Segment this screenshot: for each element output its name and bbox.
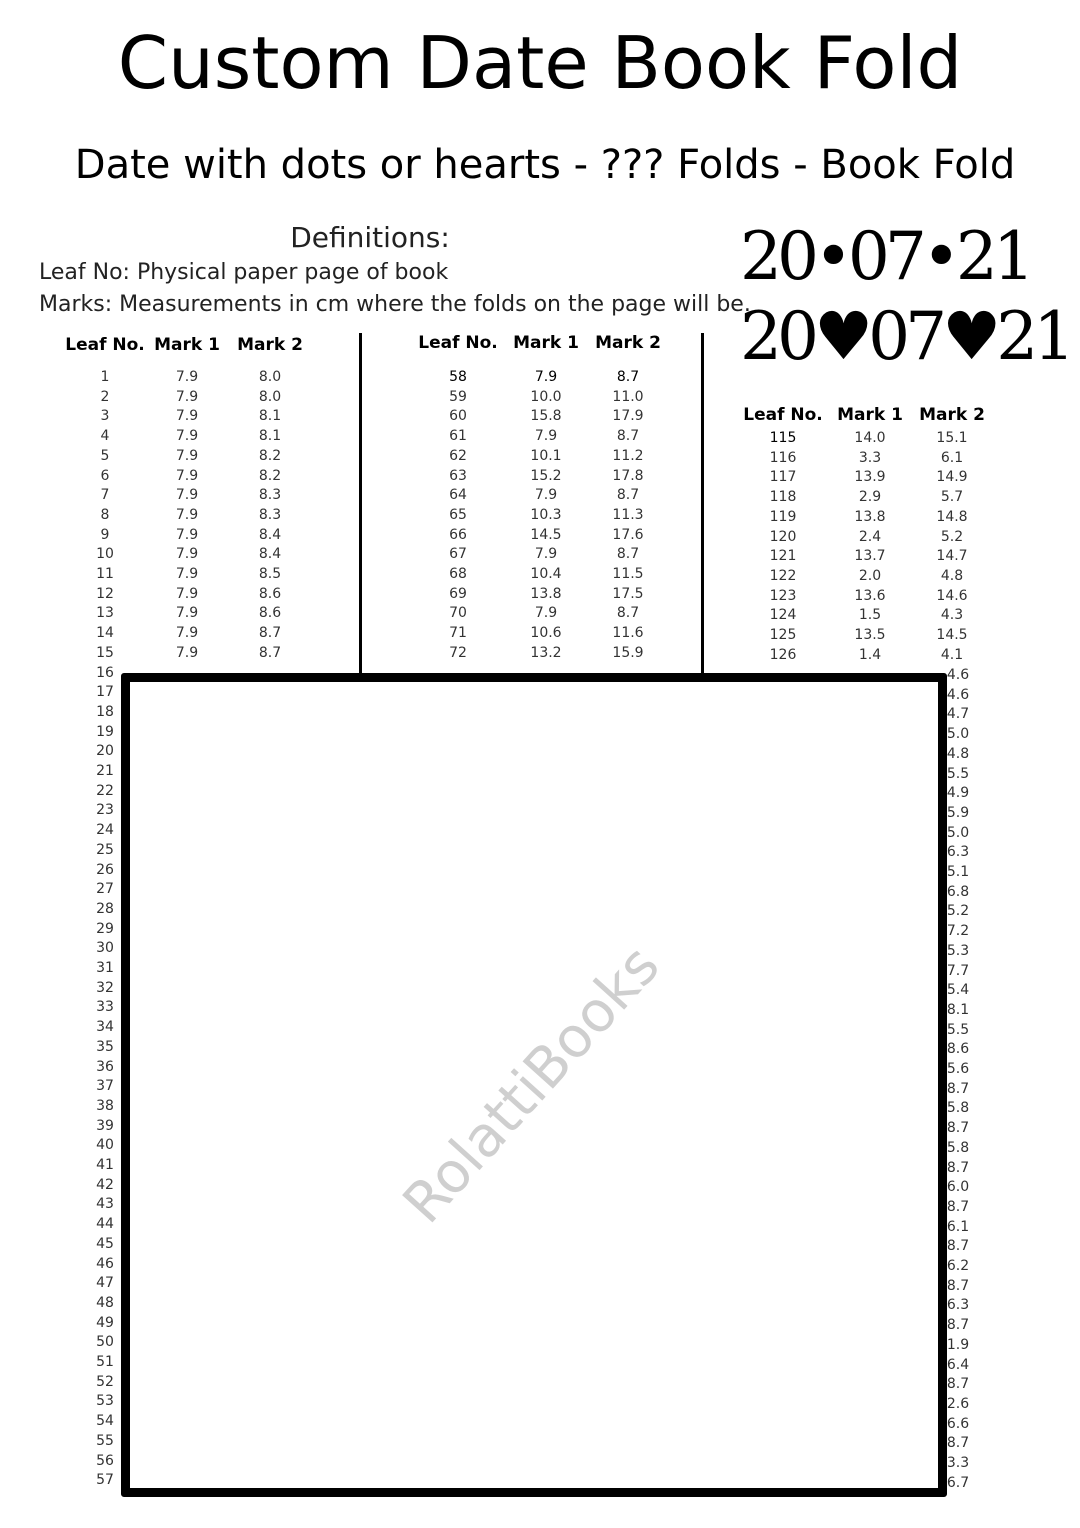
table1-cell: 8.0: [258, 369, 282, 385]
table3-cell: 13.8: [854, 508, 886, 525]
table1-cell: 12: [96, 585, 114, 602]
table3-cell: 115: [769, 430, 797, 446]
table2-cell: 8.7: [616, 487, 640, 504]
table3-partial-cell: 6.0: [946, 1179, 970, 1196]
table2-cell: 7.9: [534, 546, 558, 563]
table3-cell: 2.0: [858, 567, 882, 584]
table3-cell: 13.6: [854, 587, 886, 604]
table2-cell: 72: [449, 644, 467, 661]
table1-cell: 7.9: [175, 388, 199, 405]
table1-cell: 52: [96, 1373, 114, 1390]
table1-cell: 51: [96, 1354, 114, 1370]
table2-cell: 8.7: [616, 605, 640, 622]
table1-cell: 10: [96, 546, 114, 563]
table1-cell: 14: [96, 625, 114, 642]
table3-partial-cell: 4.6: [946, 686, 970, 703]
table3-cell: 14.6: [936, 587, 968, 604]
page-subtitle: Date with dots or hearts - ??? Folds - Book Fold: [74, 142, 1016, 188]
table2-cell: 10.3: [530, 506, 562, 523]
table1-cell: 4: [100, 428, 110, 445]
table2-cell: 10.0: [530, 388, 562, 405]
table1-cell: 7.9: [175, 408, 199, 425]
table3-partial-cell: 5.0: [946, 726, 970, 743]
table3-cell: 126: [769, 646, 797, 663]
table1-cell: 7.9: [175, 526, 199, 543]
definition-leaf: Leaf No: Physical paper page of book: [39, 260, 449, 285]
table1-cell: 6: [100, 467, 110, 484]
table2-cell: 59: [449, 388, 467, 405]
table2-cell: 11.0: [612, 388, 644, 405]
table1-cell: 46: [96, 1255, 114, 1272]
table3-partial-cell: 8.7: [946, 1080, 970, 1097]
table1-cell: 28: [96, 900, 114, 917]
table2-cell: 8.7: [616, 369, 640, 385]
date-sample-hearts: 20♥07♥21: [740, 298, 1071, 375]
table2-cell: 17.9: [612, 408, 644, 425]
table3-cell: 6.1: [940, 449, 964, 466]
table2-cell: 10.6: [530, 625, 562, 642]
table1-cell: 8.7: [258, 644, 282, 661]
table1-cell: 27: [96, 881, 114, 898]
definitions-heading: Definitions:: [290, 221, 450, 254]
table3-header-leaf: Leaf No.: [743, 405, 823, 425]
definition-marks: Marks: Measurements in cm where the folds on the page will be.: [39, 292, 751, 317]
table2-cell: 11.6: [612, 625, 644, 642]
table1-cell: 55: [96, 1432, 114, 1449]
table3-partial-cell: 8.7: [946, 1435, 970, 1452]
table1-cell: 7.9: [175, 605, 199, 622]
date-sample-dots: 20•07•21: [740, 218, 1030, 295]
table2-cell: 7.9: [534, 428, 558, 445]
table1-cell: 7.9: [175, 467, 199, 484]
table3-cell: 14.9: [936, 469, 968, 486]
table1-cell: 7.9: [175, 487, 199, 504]
table3-cell: 13.9: [854, 469, 886, 486]
table2-cell: 68: [449, 566, 467, 582]
table3-partial-cell: 1.9: [946, 1336, 970, 1353]
table3-partial-cell: 5.6: [946, 1061, 970, 1077]
table1-cell: 8.6: [258, 605, 282, 622]
table1-cell: 7.9: [175, 428, 199, 445]
table1-cell: 8.2: [258, 447, 282, 464]
table2-cell: 8.7: [616, 546, 640, 563]
table1-cell: 19: [96, 723, 114, 740]
table2-cell: 15.8: [530, 408, 562, 425]
table2-cell: 71: [449, 625, 467, 642]
table2-cell: 10.1: [530, 447, 562, 464]
table3-partial-cell: 7.2: [946, 923, 970, 940]
table3-partial-cell: 5.5: [946, 765, 970, 782]
table3-cell: 116: [769, 449, 797, 466]
table3-cell: 117: [769, 469, 797, 486]
table1-cell: 3: [100, 408, 110, 425]
table1-cell: 30: [96, 940, 114, 957]
table1-cell: 38: [96, 1097, 114, 1114]
table1-header-mark1: Mark 1: [154, 335, 220, 355]
table3-partial-cell: 2.6: [946, 1395, 970, 1412]
table3-cell: 3.3: [858, 449, 882, 466]
table1-cell: 23: [96, 802, 114, 819]
table1-cell: 33: [96, 999, 114, 1016]
table2-cell: 7.9: [534, 605, 558, 622]
table3-cell: 13.5: [854, 627, 886, 643]
table1-cell: 7.9: [175, 644, 199, 661]
table1-cell: 47: [96, 1275, 114, 1292]
table1-cell: 22: [96, 782, 114, 799]
table3-partial-cell: 8.1: [946, 1001, 970, 1018]
table2-cell: 10.4: [530, 566, 562, 582]
table2-cell: 60: [449, 408, 467, 425]
table3-cell: 2.9: [858, 489, 882, 506]
table3-partial-cell: 5.8: [946, 1100, 970, 1117]
table2-cell: 69: [449, 585, 467, 602]
table3-cell: 2.4: [858, 528, 882, 545]
table2-cell: 61: [449, 428, 467, 445]
table1-cell: 35: [96, 1038, 114, 1055]
table2-cell: 66: [449, 526, 467, 543]
table2-cell: 70: [449, 605, 467, 622]
table3-partial-cell: 5.4: [946, 982, 970, 999]
table2-cell: 11.3: [612, 506, 644, 523]
table1-cell: 16: [96, 664, 114, 681]
table3-partial-cell: 6.7: [946, 1474, 970, 1491]
table1-cell: 40: [96, 1137, 114, 1154]
table3-cell: 124: [769, 607, 797, 624]
table1-cell: 7: [100, 487, 110, 504]
table1-cell: 7.9: [175, 369, 199, 385]
table1-cell: 37: [96, 1078, 114, 1095]
table3-partial-cell: 5.2: [946, 903, 970, 920]
table3-partial-cell: 4.6: [946, 667, 970, 683]
table2-cell: 14.5: [530, 526, 562, 543]
table2-cell: 13.8: [530, 585, 562, 602]
table2-cell: 11.2: [612, 447, 644, 464]
table2-cell: 63: [449, 467, 467, 484]
table3-partial-cell: 8.7: [946, 1198, 970, 1215]
table2-header-mark1: Mark 1: [513, 333, 579, 353]
table1-cell: 7.9: [175, 546, 199, 563]
table1-cell: 34: [96, 1019, 114, 1036]
table2-cell: 13.2: [530, 644, 562, 661]
table2-header-leaf: Leaf No.: [418, 333, 498, 353]
table3-cell: 14.8: [936, 508, 968, 525]
table1-cell: 8.2: [258, 467, 282, 484]
table1-cell: 32: [96, 979, 114, 996]
table1-cell: 36: [96, 1058, 114, 1075]
table1-cell: 8.1: [258, 408, 282, 425]
table3-cell: 4.3: [940, 607, 964, 624]
table3-cell: 14.7: [936, 548, 968, 565]
table1-cell: 8.0: [258, 388, 282, 405]
table3-partial-cell: 5.1: [946, 864, 970, 880]
table1-cell: 11: [96, 566, 114, 582]
table3-cell: 5.7: [940, 489, 964, 506]
table1-cell: 56: [96, 1452, 114, 1469]
table2-cell: 67: [449, 546, 467, 563]
table3-partial-cell: 8.6: [946, 1041, 970, 1058]
table2-cell: 17.6: [612, 526, 644, 543]
table3-partial-cell: 5.0: [946, 824, 970, 841]
table3-cell: 4.1: [940, 646, 964, 663]
table3-partial-cell: 4.7: [946, 706, 970, 723]
table1-cell: 45: [96, 1235, 114, 1252]
table1-cell: 42: [96, 1176, 114, 1193]
table1-cell: 2: [100, 388, 110, 405]
table3-partial-cell: 6.6: [946, 1415, 970, 1432]
table1-cell: 7.9: [175, 585, 199, 602]
table2-cell: 7.9: [534, 487, 558, 504]
table3-partial-cell: 3.3: [946, 1455, 970, 1471]
table1-cell: 8.4: [258, 546, 282, 563]
table1-cell: 17: [96, 684, 114, 701]
table1-header-mark2: Mark 2: [237, 335, 303, 355]
table1-cell: 15: [96, 644, 114, 661]
table2-cell: 65: [449, 506, 467, 523]
table2-cell: 8.7: [616, 428, 640, 445]
table2-header-mark2: Mark 2: [595, 333, 661, 353]
table2-cell: 62: [449, 447, 467, 464]
table1-cell: 8.4: [258, 526, 282, 543]
table1-cell: 18: [96, 703, 114, 720]
table1-cell: 53: [96, 1393, 114, 1410]
table1-header-leaf: Leaf No.: [65, 335, 145, 355]
table1-cell: 8.7: [258, 625, 282, 642]
table1-cell: 7.9: [175, 447, 199, 464]
table3-cell: 123: [769, 587, 797, 604]
table3-cell: 14.5: [936, 627, 968, 643]
table3-cell: 125: [769, 627, 797, 643]
table1-cell: 20: [96, 743, 114, 760]
table3-partial-cell: 8.7: [946, 1317, 970, 1334]
table3-cell: 13.7: [854, 548, 886, 565]
table1-cell: 26: [96, 861, 114, 878]
table3-partial-cell: 8.7: [946, 1120, 970, 1137]
table3-partial-cell: 5.3: [946, 942, 970, 959]
table3-partial-cell: 6.2: [946, 1258, 970, 1274]
table3-partial-cell: 8.7: [946, 1277, 970, 1294]
table1-cell: 41: [96, 1157, 114, 1173]
table1-cell: 57: [96, 1472, 114, 1489]
table1-cell: 13: [96, 605, 114, 622]
table3-cell: 122: [769, 567, 797, 584]
table3-partial-cell: 8.7: [946, 1159, 970, 1176]
table3-cell: 1.5: [858, 607, 882, 624]
table1-cell: 50: [96, 1334, 114, 1351]
table1-cell: 43: [96, 1196, 114, 1213]
table1-cell: 25: [96, 841, 114, 858]
table1-cell: 54: [96, 1413, 114, 1430]
table1-cell: 48: [96, 1294, 114, 1311]
table3-partial-cell: 6.4: [946, 1356, 970, 1373]
table3-partial-cell: 5.9: [946, 804, 970, 821]
table2-cell: 7.9: [534, 369, 558, 385]
table3-cell: 119: [769, 508, 797, 525]
table3-partial-cell: 5.8: [946, 1139, 970, 1156]
column-divider: [359, 333, 362, 675]
table1-cell: 8.5: [258, 566, 282, 582]
table2-cell: 17.5: [612, 585, 644, 602]
table1-cell: 8.1: [258, 428, 282, 445]
table3-cell: 15.1: [936, 430, 968, 446]
table3-partial-cell: 6.3: [946, 844, 970, 861]
table3-cell: 120: [769, 528, 797, 545]
table1-cell: 1: [100, 369, 110, 385]
table3-partial-cell: 4.9: [946, 785, 970, 802]
table3-partial-cell: 4.8: [946, 745, 970, 762]
table3-cell: 4.8: [940, 567, 964, 584]
table1-cell: 24: [96, 822, 114, 839]
table2-cell: 58: [449, 369, 467, 385]
table1-cell: 8: [100, 506, 110, 523]
table2-cell: 11.5: [612, 566, 644, 582]
column-divider: [701, 333, 704, 675]
table1-cell: 7.9: [175, 566, 199, 582]
table1-cell: 31: [96, 960, 114, 976]
table3-header-mark1: Mark 1: [837, 405, 903, 425]
table1-cell: 29: [96, 920, 114, 937]
table1-cell: 5: [100, 447, 110, 464]
table3-cell: 118: [769, 489, 797, 506]
table3-header-mark2: Mark 2: [919, 405, 985, 425]
table1-cell: 39: [96, 1117, 114, 1134]
table3-partial-cell: 6.8: [946, 883, 970, 900]
table1-cell: 8.3: [258, 506, 282, 523]
watermark: RolattiBooks: [390, 933, 673, 1236]
table3-cell: 5.2: [940, 528, 964, 545]
table2-cell: 15.2: [530, 467, 562, 484]
table3-partial-cell: 8.7: [946, 1238, 970, 1255]
table3-partial-cell: 6.1: [946, 1218, 970, 1235]
table1-cell: 7.9: [175, 506, 199, 523]
table2-cell: 15.9: [612, 644, 644, 661]
table1-cell: 8.3: [258, 487, 282, 504]
table3-cell: 1.4: [858, 646, 882, 663]
table2-cell: 17.8: [612, 467, 644, 484]
table1-cell: 44: [96, 1216, 114, 1233]
table1-cell: 7.9: [175, 625, 199, 642]
table3-partial-cell: 6.3: [946, 1297, 970, 1314]
table3-partial-cell: 8.7: [946, 1376, 970, 1393]
table1-cell: 9: [100, 526, 110, 543]
table2-cell: 64: [449, 487, 467, 504]
table3-partial-cell: 5.5: [946, 1021, 970, 1038]
table3-cell: 14.0: [854, 430, 886, 446]
table3-partial-cell: 7.7: [946, 962, 970, 979]
table1-cell: 8.6: [258, 585, 282, 602]
table1-cell: 21: [96, 763, 114, 779]
table3-cell: 121: [769, 548, 797, 565]
page-title: Custom Date Book Fold: [117, 21, 963, 105]
table1-cell: 49: [96, 1314, 114, 1331]
